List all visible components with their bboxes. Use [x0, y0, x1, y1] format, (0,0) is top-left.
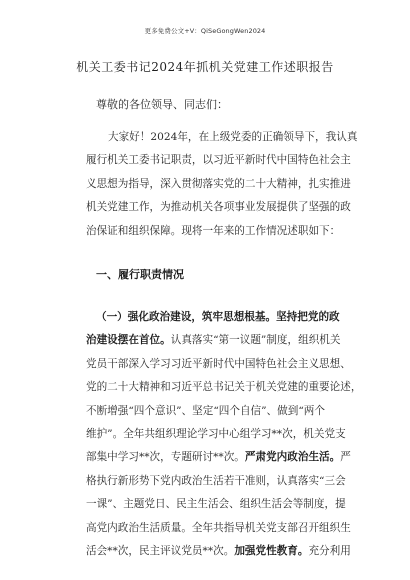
paragraph-line [86, 329, 341, 352]
section-heading: 一、履行职责情况 [96, 268, 184, 281]
paragraph-line: 维护”。全年共组织理论学习中心组学习**次，机关党支 [86, 428, 346, 441]
intro-line: 大家好！2024年，在上级党委的正确领导下，我认真 [108, 131, 358, 143]
paragraph-line: 党的二十大精神和习近平总书记关于机关党建的重要论述， [86, 381, 362, 394]
salutation: 尊敬的各位领导、同志们： [96, 98, 228, 111]
paragraph-line: 不断增强“四个意识”、坚定“四个自信”、做到“两个 [86, 404, 325, 417]
text-run: 充分利用 [308, 545, 351, 558]
intro-line: 义思想为指导，深入贯彻落实党的二十大精神，扎实推进 [86, 177, 351, 190]
paragraph-line [86, 446, 351, 469]
bold-phrase: 加强党性教育。 [234, 545, 309, 558]
header-note: 更多免费公文+V：QiSeGongWen2024 [144, 27, 266, 35]
paragraph-line: 党员干部深入学习习近平新时代中国特色社会主义思想、 [86, 357, 351, 370]
paragraph-line: 高党内政治生活质量。全年共指导机关党支部召开组织生 [86, 521, 351, 534]
paragraph-line: 一课”、主题党日、民主生活会、组织生活会等制度，提 [86, 498, 346, 511]
paragraph-line: 格执行新形势下党内政治生活若干准则，认真落实“三会 [86, 474, 346, 487]
intro-line: 履行机关工委书记职责，以习近平新时代中国特色社会主 [86, 154, 351, 167]
intro-line: 机关党建工作，为推动机关各项事业发展提供了坚强的政 [86, 201, 351, 214]
intro-paragraph [86, 126, 358, 243]
section-1-paragraph [86, 306, 362, 563]
text-run: 认真落实“第一议题”制度，组织机关 [170, 334, 341, 347]
text-run: 严 [340, 451, 351, 464]
intro-line: 治保证和组织保障。现将一年来的工作情况述职如下： [86, 224, 341, 237]
paragraph-line [86, 540, 351, 563]
text-run: 活会**次，民主评议党员**次。 [86, 545, 235, 558]
bold-phrase: 严肃党内政治生活。 [244, 451, 341, 464]
subsection-heading: （一）强化政治建设，筑牢思想根基。坚持把党的政 [96, 311, 340, 323]
text-run: 部集中学习**次，专题研讨**次。 [86, 451, 245, 464]
document-title: 机关工委书记2024年抓机关党建工作述职报告 [76, 60, 334, 74]
bold-phrase: 治建设摆在首位。 [86, 334, 171, 347]
